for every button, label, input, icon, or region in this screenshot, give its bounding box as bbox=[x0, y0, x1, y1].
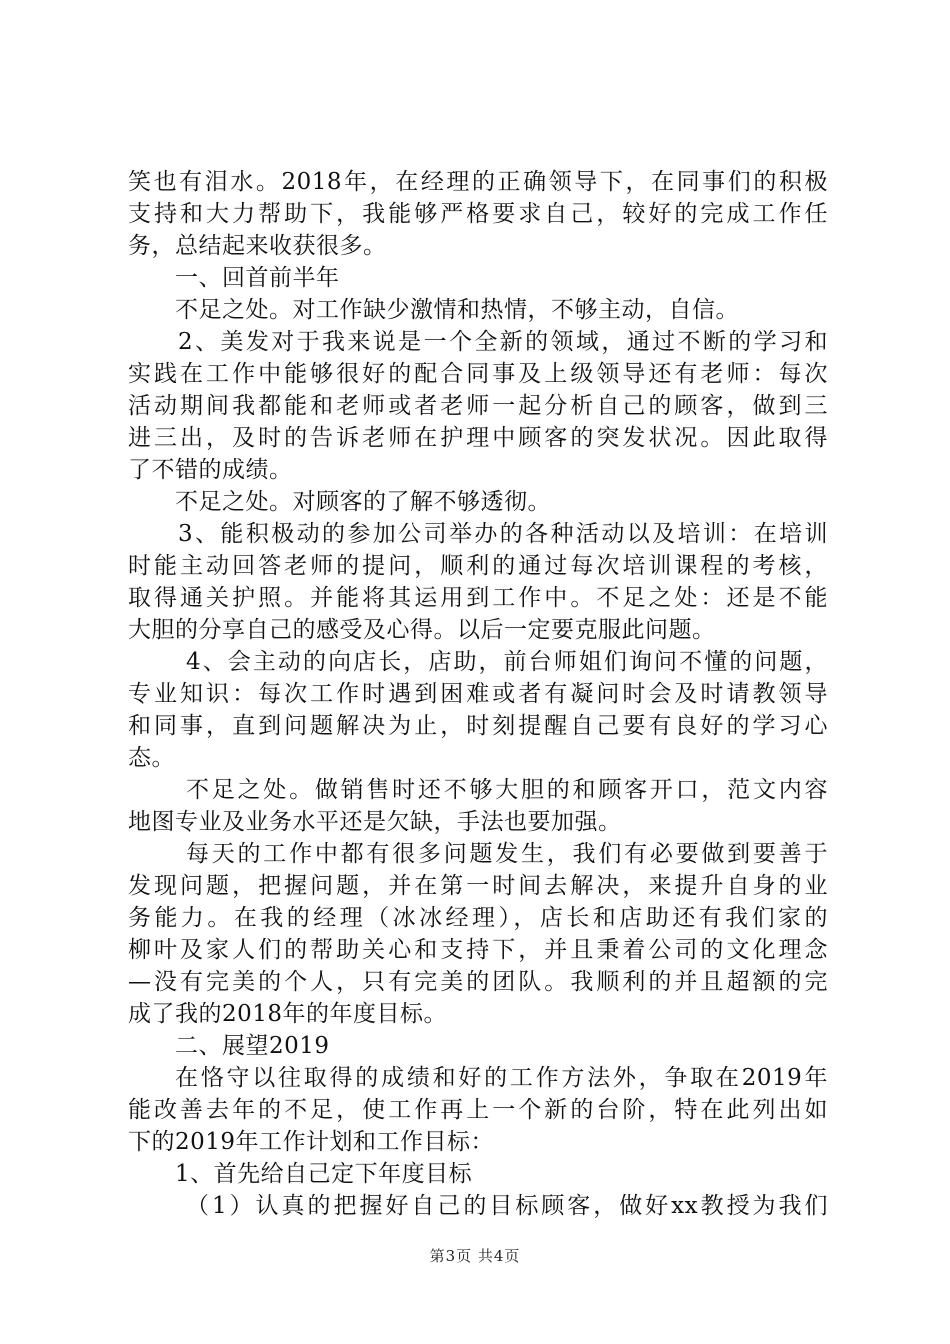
page-number-footer: 第3页 共4页 bbox=[429, 1247, 521, 1265]
text-line: 大胆的分享自己的感受及心得。以后一定要克服此问题。 bbox=[128, 617, 716, 643]
text-line: 下的2019年工作计划和工作目标： bbox=[128, 1129, 495, 1155]
text-line: 成了我的2018年的年度目标。 bbox=[128, 1001, 448, 1027]
text-line: 和同事，直到问题解决为止，时刻提醒自己要有良好的学习心 bbox=[128, 713, 828, 739]
text-line: 务能力。在我的经理（冰冰经理），店长和店助还有我们家的 bbox=[128, 905, 828, 931]
text-line: 不足之处。对顾客的了解不够透彻。 bbox=[175, 489, 551, 515]
text-line: 了不错的成绩。 bbox=[128, 457, 293, 483]
text-line: 不足之处。对工作缺少激情和热情，不够主动，自信。 bbox=[175, 297, 739, 323]
text-line: 1、首先给自己定下年度目标 bbox=[175, 1161, 473, 1187]
text-line: 能改善去年的不足，使工作再上一个新的台阶，特在此列出如 bbox=[128, 1097, 828, 1123]
text-line: —没有完美的个人，只有完美的团队。我顺利的并且超额的完 bbox=[128, 969, 828, 995]
text-line: 活动期间我都能和老师或者老师一起分析自己的顾客，做到三 bbox=[128, 393, 828, 419]
text-line: 务，总结起来收获很多。 bbox=[128, 233, 387, 259]
text-line: 不足之处。做销售时还不够大胆的和顾客开口，范文内容 bbox=[186, 777, 828, 803]
text-line: 进三出，及时的告诉老师在护理中顾客的突发状况。因此取得 bbox=[128, 425, 828, 451]
text-line: 态。 bbox=[128, 745, 175, 771]
text-line: 4、会主动的向店长，店助，前台师姐们询问不懂的问题， bbox=[186, 649, 828, 675]
text-line: 3、能积极动的参加公司举办的各种活动以及培训：在培训 bbox=[178, 521, 828, 547]
text-line: 支持和大力帮助下，我能够严格要求自己，较好的完成工作任 bbox=[128, 201, 828, 227]
section-heading: 二、展望2019 bbox=[175, 1033, 330, 1059]
text-line: 时能主动回答老师的提问，顺利的通过每次培训课程的考核， bbox=[128, 553, 828, 579]
text-line: 地图专业及业务水平还是欠缺，手法也要加强。 bbox=[128, 809, 622, 835]
text-line: （1）认真的把握好自己的目标顾客，做好xx教授为我们 bbox=[186, 1193, 828, 1219]
text-line: 笑也有泪水。2018年，在经理的正确领导下，在同事们的积极 bbox=[128, 169, 828, 195]
text-line: 每天的工作中都有很多问题发生，我们有必要做到要善于 bbox=[186, 841, 828, 867]
text-line: 发现问题，把握问题，并在第一时间去解决，来提升自身的业 bbox=[128, 873, 828, 899]
text-line: 2、美发对于我来说是一个全新的领域，通过不断的学习和 bbox=[178, 329, 828, 355]
body-text bbox=[128, 166, 828, 1222]
text-line: 实践在工作中能够很好的配合同事及上级领导还有老师：每次 bbox=[128, 361, 828, 387]
text-line: 取得通关护照。并能将其运用到工作中。不足之处：还是不能 bbox=[128, 585, 828, 611]
text-line: 专业知识：每次工作时遇到困难或者有凝问时会及时请教领导 bbox=[128, 681, 828, 707]
section-heading: 一、回首前半年 bbox=[175, 265, 340, 291]
text-line: 在恪守以往取得的成绩和好的工作方法外，争取在2019年 bbox=[175, 1065, 828, 1091]
text-line: 柳叶及家人们的帮助关心和支持下，并且秉着公司的文化理念 bbox=[128, 937, 828, 963]
